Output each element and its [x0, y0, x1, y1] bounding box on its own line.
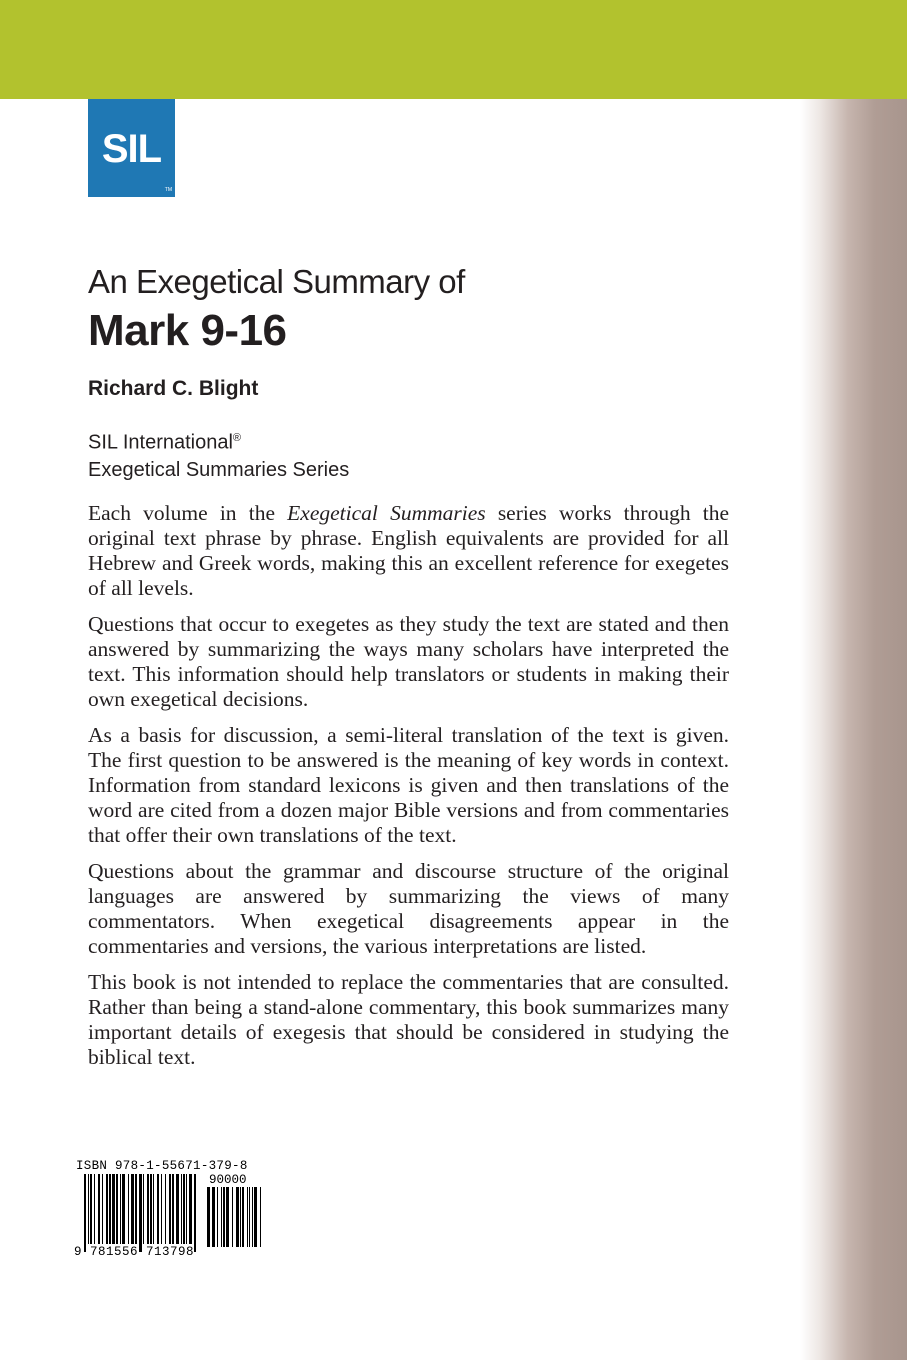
- barcode-bar: [260, 1187, 261, 1247]
- barcode-bar: [252, 1187, 253, 1247]
- blurb-paragraph-3: As a basis for discussion, a semi-literal translation of the text is given. The first question to be answered is the meaning of key words in context. Information from standard lexicons is given and then translations of the word are cited from a dozen major Bible versions and from commentaries that offer their own translations of the text.: [88, 723, 729, 847]
- barcode-bar: [112, 1174, 115, 1244]
- barcode-bar: [194, 1174, 196, 1252]
- barcode-bar: [161, 1174, 162, 1244]
- barcode-bar: [186, 1174, 187, 1244]
- barcode-bar: [84, 1174, 86, 1252]
- barcode-bar: [109, 1174, 111, 1244]
- barcode-bar: [90, 1174, 92, 1244]
- barcode-bar: [242, 1187, 244, 1247]
- barcode-bar: [147, 1174, 149, 1244]
- addon-barcode-bars: [207, 1187, 261, 1249]
- isbn-barcode: [74, 1159, 264, 1264]
- series-italic: Exegetical Summaries: [287, 501, 486, 525]
- spine-shadow: [800, 99, 907, 1360]
- barcode-bar: [143, 1174, 144, 1244]
- barcode-bar: [139, 1174, 142, 1252]
- publisher-block: [88, 425, 349, 484]
- barcode-bar: [247, 1187, 248, 1247]
- isbn-label: ISBN 978-1-55671-379-8: [76, 1159, 248, 1173]
- blurb-paragraph-2: Questions that occur to exegetes as they study the text are stated and then answered by summarizing the ways many scholars have interpreted the text. This information should help translators or students in making their own exegetical decisions.: [88, 612, 729, 711]
- barcode-bar: [150, 1174, 152, 1244]
- barcode-bar: [217, 1187, 218, 1247]
- barcode-bars: [84, 1174, 196, 1254]
- barcode-bar: [94, 1174, 95, 1244]
- barcode-bar: [128, 1174, 129, 1244]
- barcode-bar: [120, 1174, 121, 1244]
- barcode-bar: [181, 1174, 182, 1244]
- blurb-paragraph-5: This book is not intended to replace the commentaries that are consulted. Rather than being a stand-alone commentary, this book summarizes many important details of exegesis that should be considered in studying the biblical text.: [88, 970, 729, 1069]
- barcode-bar: [172, 1174, 174, 1244]
- book-title: Mark 9-16: [88, 306, 287, 355]
- trademark-mark: TM: [164, 187, 172, 193]
- barcode-bar: [131, 1174, 134, 1244]
- barcode-bar: [169, 1174, 171, 1244]
- barcode-bar: [122, 1174, 125, 1244]
- barcode-bar: [249, 1187, 250, 1247]
- barcode-bar: [102, 1174, 103, 1244]
- blurb-paragraph-1: Each volume in the Exegetical Summaries series works through the original text phrase by phrase. English equivalents are provided for all Hebrew and Greek words, making this an excellent reference for exegetes of all levels.: [88, 501, 730, 600]
- barcode-bar: [106, 1174, 108, 1244]
- barcode-bar: [176, 1174, 179, 1244]
- ean-number: 9 781556 713798: [74, 1245, 195, 1259]
- barcode-bar: [153, 1174, 154, 1244]
- series-name: Exegetical Summaries Series: [88, 458, 350, 481]
- barcode-bar: [88, 1174, 89, 1244]
- barcode-bar: [236, 1187, 239, 1247]
- barcode-bar: [116, 1174, 118, 1244]
- publisher-line: [88, 425, 349, 457]
- barcode-bar: [232, 1187, 233, 1247]
- publisher-name: SIL International: [88, 431, 233, 454]
- barcode-bar: [226, 1187, 229, 1247]
- barcode-bar: [98, 1174, 100, 1244]
- barcode-bar: [254, 1187, 257, 1247]
- barcode-bar: [189, 1174, 192, 1244]
- sil-logo-text: SIL: [101, 127, 162, 171]
- author-name: Richard C. Blight: [88, 377, 259, 400]
- barcode-bar: [207, 1187, 210, 1247]
- registered-mark: ®: [232, 432, 242, 444]
- blurb-paragraph-4: Questions about the grammar and discourse structure of the original languages are answered by summarizing the views of many commentators. When exegetical disagreements appear in the commentaries and versions, the various interpretations are listed.: [88, 859, 729, 958]
- book-subtitle: An Exegetical Summary of: [88, 263, 465, 300]
- sil-logo: [88, 99, 175, 197]
- barcode-bar: [135, 1174, 137, 1244]
- barcode-bar: [240, 1187, 241, 1247]
- price-addon-number: 90000: [209, 1173, 247, 1187]
- barcode-bar: [212, 1187, 215, 1247]
- barcode-bar: [183, 1174, 185, 1244]
- barcode-bar: [221, 1187, 222, 1247]
- barcode-bar: [223, 1187, 225, 1247]
- back-cover-blurb: [88, 501, 729, 1081]
- barcode-bar: [165, 1174, 166, 1244]
- barcode-bar: [157, 1174, 159, 1244]
- top-color-band: [0, 0, 907, 99]
